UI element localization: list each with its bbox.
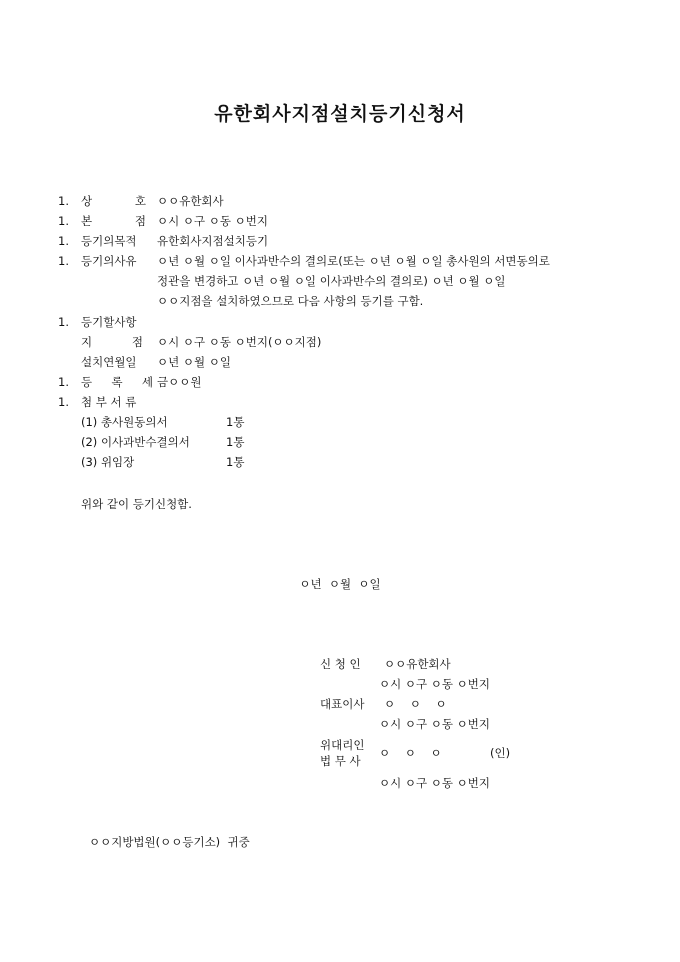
attachment-name: (1) 총사원동의서: [81, 415, 168, 429]
head-office-value: ㅇ시 ㅇ구 ㅇ동 ㅇ번지: [157, 214, 268, 228]
applicant-address: ㅇ시 ㅇ구 ㅇ동 ㅇ번지: [379, 677, 490, 691]
representative-name: ㅇ ㅇ ㅇ: [384, 697, 447, 711]
reason-line-2: 정관을 변경하고 ㅇ년 ㅇ월 ㅇ일 이사과반수의 결의로) ㅇ년 ㅇ월 ㅇ일: [157, 274, 506, 288]
establish-date-value: ㅇ년 ㅇ월 ㅇ일: [157, 355, 231, 369]
item-number: 1.: [58, 315, 69, 329]
tax-label: 등 록 세: [81, 375, 153, 389]
head-office-label: 본 점: [81, 214, 146, 228]
attachment-count: 1통: [226, 415, 245, 429]
representative-label: 대표이사: [320, 697, 365, 711]
representative-address: ㅇ시 ㅇ구 ㅇ동 ㅇ번지: [379, 717, 490, 731]
item-number: 1.: [58, 254, 69, 268]
item-number: 1.: [58, 194, 69, 208]
applicant-label: 신 청 인: [320, 657, 361, 671]
agent-label-line2: 법 무 사: [320, 754, 361, 768]
agent-address: ㅇ시 ㅇ구 ㅇ동 ㅇ번지: [379, 776, 490, 790]
company-name-value: ㅇㅇ유한회사: [157, 194, 224, 208]
application-date: ㅇ년 ㅇ월 ㅇ일: [299, 577, 381, 591]
attachment-name: (3) 위임장: [81, 455, 135, 469]
purpose-label: 등기의목적: [81, 234, 137, 248]
branch-value: ㅇ시 ㅇ구 ㅇ동 ㅇ번지(ㅇㅇ지점): [157, 335, 322, 349]
company-name-label: 상 호: [81, 194, 146, 208]
attachment-count: 1통: [226, 455, 245, 469]
item-number: 1.: [58, 234, 69, 248]
tax-value: 금ㅇㅇ원: [157, 375, 202, 389]
attachment-name: (2) 이사과반수결의서: [81, 435, 190, 449]
reason-line-1: ㅇ년 ㅇ월 ㅇ일 이사과반수의 결의로(또는 ㅇ년 ㅇ월 ㅇ일 총사원의 서면동의로: [157, 254, 550, 268]
document-title: 유한회사지점설치등기신청서: [214, 103, 466, 125]
request-statement: 위와 같이 등기신청함.: [81, 497, 192, 511]
attachments-label: 첨 부 서 류: [81, 395, 137, 409]
branch-label: 지 점: [81, 335, 143, 349]
reason-label: 등기의사유: [81, 254, 137, 268]
applicant-name: ㅇㅇ유한회사: [384, 657, 451, 671]
seal-mark: (인): [490, 746, 511, 760]
matters-label: 등기할사항: [81, 315, 137, 329]
item-number: 1.: [58, 375, 69, 389]
agent-name: ㅇ ㅇ ㅇ: [379, 746, 442, 760]
attachment-count: 1통: [226, 435, 245, 449]
purpose-value: 유한회사지점설치등기: [157, 234, 269, 248]
item-number: 1.: [58, 395, 69, 409]
establish-date-label: 설치연월일: [81, 355, 137, 369]
item-number: 1.: [58, 214, 69, 228]
agent-label-line1: 위대리인: [320, 738, 365, 752]
recipient-court: ㅇㅇ지방법원(ㅇㅇ등기소) 귀중: [89, 835, 250, 849]
reason-line-3: ㅇㅇ지점을 설치하였으므로 다음 사항의 등기를 구함.: [157, 294, 424, 308]
